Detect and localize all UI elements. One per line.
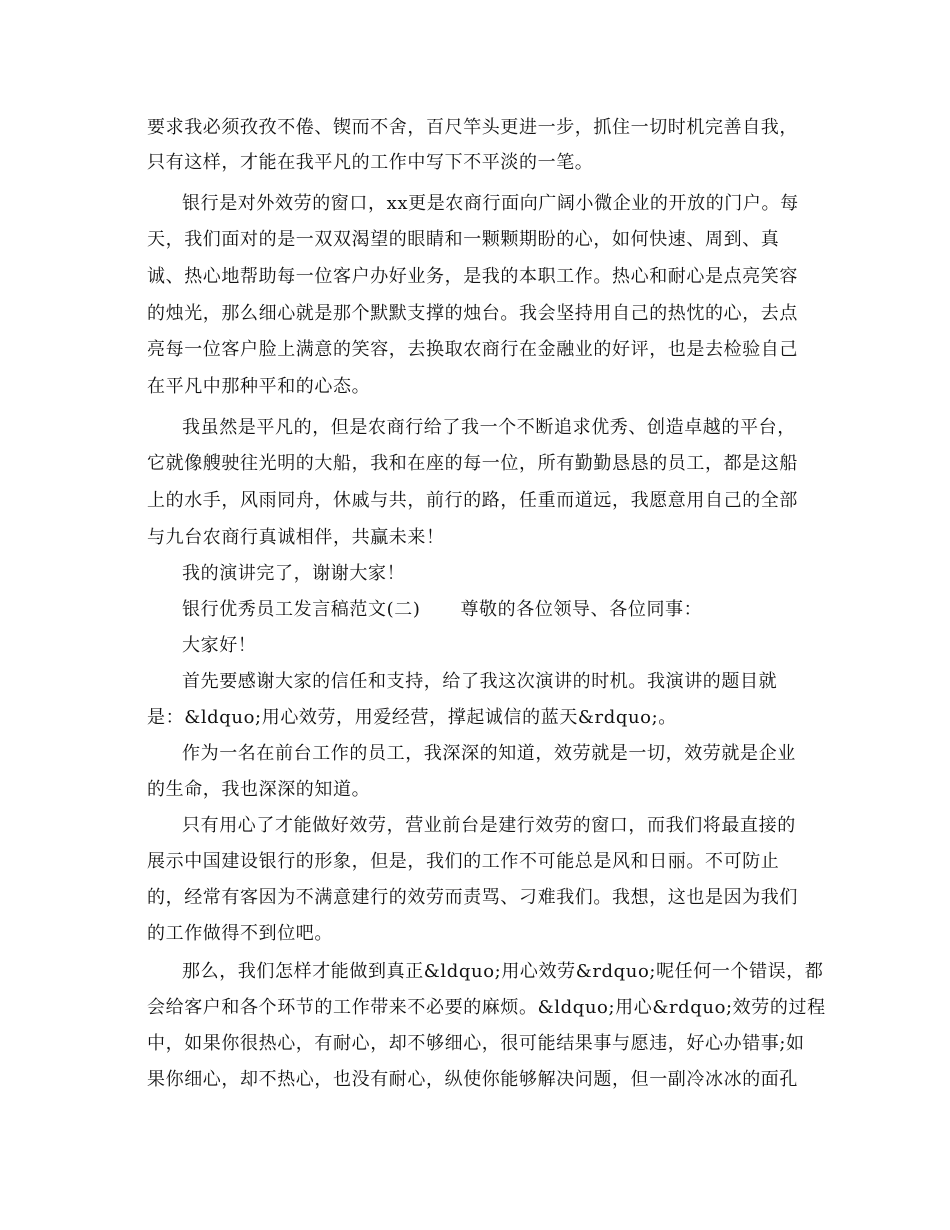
paragraph-line: 的工作做得不到位吧。 [147, 923, 333, 944]
paragraph-line: 与九台农商行真诚相伴，共赢未来！ [147, 527, 445, 548]
paragraph-line: 展示中国建设银行的形象，但是，我们的工作不可能总是风和日丽。不可防止 [147, 851, 780, 872]
paragraph-line: 它就像艘驶往光明的大船，我和在座的每一位，所有勤勤恳恳的员工，都是这船 [147, 453, 798, 474]
paragraph-line: 上的水手，风雨同舟，休戚与共，前行的路，任重而道远，我愿意用自己的全部 [147, 490, 798, 511]
paragraph-line: 是：&ldquo;用心效劳，用爱经营，撑起诚信的蓝天&rdquo;。 [147, 707, 677, 728]
paragraph-line: 银行是对外效劳的窗口，xx更是农商行面向广阔小微企业的开放的门户。每 [182, 193, 799, 214]
paragraph-line: 的，经常有客因为不满意建行的效劳而责骂、刁难我们。我想，这也是因为我们 [147, 887, 798, 908]
section-title: 银行优秀员工发言稿范文(二) [182, 599, 421, 620]
paragraph-line: 的生命，我也深深的知道。 [147, 779, 371, 800]
paragraph-line: 大家好！ [182, 635, 257, 656]
paragraph-line: 果你细心，却不热心，也没有耐心，纵使你能够解决问题，但一副冷冰冰的面孔 [147, 1069, 798, 1090]
paragraph-line: 我的演讲完了，谢谢大家！ [182, 563, 406, 584]
paragraph-line: 首先要感谢大家的信任和支持，给了我这次演讲的时机。我演讲的题目就 [182, 671, 778, 692]
paragraph-line: 那么，我们怎样才能做到真正&ldquo;用心效劳&rdquo;呢任何一个错误，都 [182, 961, 824, 982]
section-heading-line [182, 598, 702, 622]
paragraph-line: 作为一名在前台工作的员工，我深深的知道，效劳就是一切，效劳就是企业 [182, 743, 796, 764]
paragraph-line: 我虽然是平凡的，但是农商行给了我一个不断追求优秀、创造卓越的平台， [182, 417, 796, 438]
paragraph-line: 在平凡中那种平和的心态。 [147, 376, 371, 397]
paragraph-line: 要求我必须孜孜不倦、锲而不舍，百尺竿头更进一步，抓住一切时机完善自我， [147, 117, 798, 138]
paragraph-line: 亮每一位客户脸上满意的笑容，去换取农商行在金融业的好评，也是去检验自己 [147, 339, 798, 360]
paragraph-line: 天，我们面对的是一双双渴望的眼睛和一颗颗期盼的心，如何快速、周到、真 [147, 229, 780, 250]
paragraph-line: 中，如果你很热心，有耐心，却不够细心，很可能结果事与愿违，好心办错事;如 [147, 1033, 805, 1054]
paragraph-line: 的烛光，那么细心就是那个默默支撑的烛台。我会坚持用自己的热忱的心，去点 [147, 303, 798, 324]
paragraph-line: 只有用心了才能做好效劳，营业前台是建行效劳的窗口，而我们将最直接的 [182, 815, 796, 836]
paragraph-line: 只有这样，才能在我平凡的工作中写下不平淡的一笔。 [147, 152, 594, 173]
salutation: 尊敬的各位领导、各位同事： [460, 599, 703, 620]
paragraph-line: 会给客户和各个环节的工作带来不必要的麻烦。&ldquo;用心&rdquo;效劳的过程 [147, 997, 826, 1018]
paragraph-line: 诚、热心地帮助每一位客户办好业务，是我的本职工作。热心和耐心是点亮笑容 [147, 266, 798, 287]
